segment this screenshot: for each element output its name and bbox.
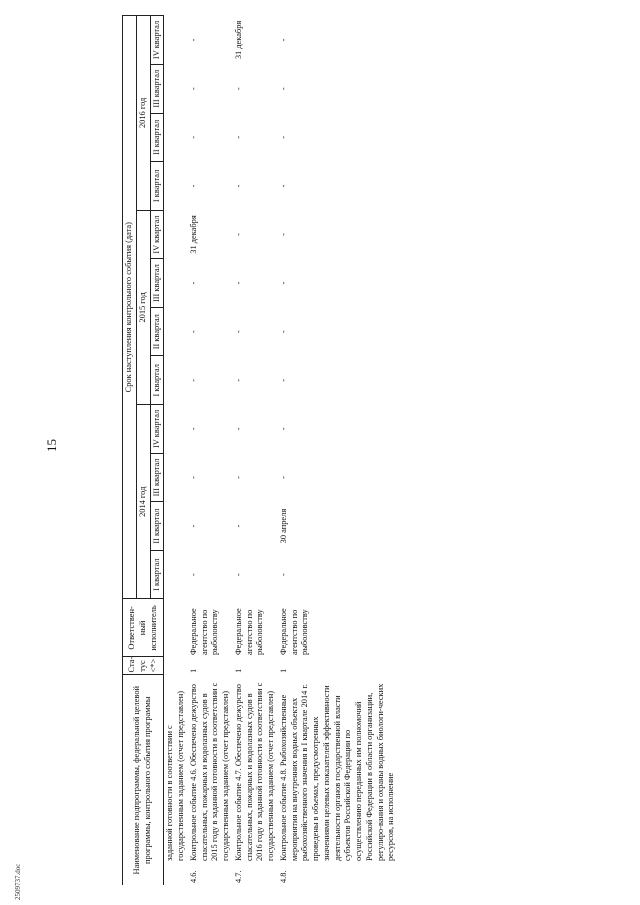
deadline-cell: - (233, 135, 243, 139)
event-description-cell (233, 675, 278, 885)
header-quarter: I квартал (150, 550, 164, 599)
event-description: Контрольное событие 4.6. Обеспечено дежурство спасательных, пожарных и водолазных судов в 2015 году в заданной готовности в соответствии с государственным заданием (отчет представлен) (188, 682, 230, 861)
table-header (123, 16, 164, 886)
table-body (164, 16, 398, 886)
deadline-cell: - (188, 330, 198, 334)
deadline-cell: - (233, 281, 243, 285)
deadline-cell: - (188, 427, 198, 431)
deadline-cells-empty (164, 16, 188, 599)
header-executor: Ответствен-ный исполнитель (123, 599, 164, 657)
header-status: Ста-тус <*> (123, 657, 164, 675)
table-row (188, 16, 233, 886)
event-executor (164, 599, 188, 657)
deadline-cell: - (278, 184, 288, 188)
deadline-cell: 31 декабря (188, 215, 198, 254)
event-description-cell (188, 675, 233, 885)
event-number: 4.8. (278, 870, 288, 883)
deadline-cell: - (188, 378, 198, 382)
event-number: 4.6. (188, 870, 198, 883)
event-description: заданной готовности в соответствии с государственным заданием (отчет представлен) (165, 690, 185, 861)
header-quarter: II квартал (150, 502, 164, 551)
deadline-cell: - (188, 184, 198, 188)
header-quarter: IV квартал (150, 210, 164, 259)
event-status: 1 (233, 668, 243, 673)
deadline-cell: 30 апреля (278, 508, 288, 544)
deadline-cell: - (278, 378, 288, 382)
event-description: Контрольное событие 4.8. Рыбохозяйственные мероприятия на внутренних водных объектах рыбохозяйственного значения в I квартале 2014 г. проведены в объемах, предусмотренных значениями целевых показателей эффективности деятельности органов государственной власти субъектов Российской Федерации по осуществлению переданных им полномочий Российской Федерации в области организации, регулиро-вания и охраны водных биологи-ческих ресурсов, на исполнение (278, 683, 396, 861)
event-status: 1 (188, 668, 198, 673)
deadline-cell: - (278, 330, 288, 334)
event-executor: Федеральное агентство по рыболовству (278, 608, 310, 655)
event-description-cell (164, 675, 188, 885)
deadline-cell: - (233, 184, 243, 188)
deadline-cell: - (278, 427, 288, 431)
event-executor: Федеральное агентство по рыболовству (233, 608, 265, 655)
deadline-cell: - (188, 87, 198, 91)
deadline-cell: - (233, 427, 243, 431)
deadline-cell: - (233, 573, 243, 577)
header-quarter: II квартал (150, 307, 164, 356)
deadline-cell: - (278, 38, 288, 42)
header-quarter: I квартал (150, 356, 164, 405)
header-year-2015: 2015 год (136, 210, 150, 404)
header-quarter: I квартал (150, 162, 164, 211)
deadline-cell: - (278, 135, 288, 139)
table-row (278, 16, 398, 886)
deadline-cell: - (278, 233, 288, 236)
deadline-cell: - (188, 135, 198, 139)
header-quarter: III квартал (150, 64, 164, 113)
deadline-cell: - (233, 524, 243, 528)
header-quarter: III квартал (150, 453, 164, 502)
event-status: 1 (278, 668, 288, 673)
deadline-cell: - (233, 330, 243, 334)
control-events-table (122, 15, 398, 885)
deadline-cell: - (188, 573, 198, 577)
event-description: Контрольное событие 4.7. Обеспечено дежурство спасательных, пожарных и водолазных судов в 2016 году в заданной готовности в соответствии с государственным заданием (отчет представлен) (233, 682, 275, 861)
event-number (165, 861, 187, 883)
deadline-cell: - (278, 573, 288, 577)
deadline-cell: - (233, 87, 243, 91)
header-deadline: Срок наступления контрольного события (дата) (123, 16, 137, 599)
event-executor: Федеральное агентство по рыболовству (188, 608, 220, 655)
deadline-cell: - (278, 281, 288, 285)
document-filename: 2509737.doc (14, 863, 22, 900)
deadline-cell: - (188, 476, 198, 479)
deadline-cell: - (188, 524, 198, 528)
header-quarter: III квартал (150, 259, 164, 308)
deadline-cell: - (188, 38, 198, 42)
rotated-sheet (122, 15, 627, 885)
event-number: 4.7. (233, 870, 243, 883)
deadline-cell: 31 декабря (233, 20, 243, 60)
deadline-cell: - (188, 281, 198, 285)
deadline-cell: - (278, 476, 288, 479)
deadline-cell: - (233, 378, 243, 382)
deadline-cell: - (233, 233, 243, 236)
header-quarter: II квартал (150, 113, 164, 162)
event-status (164, 657, 188, 675)
header-quarter: IV квартал (150, 405, 164, 454)
event-description-cell (278, 675, 398, 885)
header-quarter: IV квартал (150, 16, 164, 65)
page-number: 15 (44, 439, 59, 452)
header-year-2014: 2014 год (136, 405, 150, 599)
deadline-cell: - (278, 87, 288, 91)
table-row (233, 16, 278, 886)
header-year-2016: 2016 год (136, 16, 150, 211)
deadline-cell: - (233, 476, 243, 479)
table-row (164, 16, 188, 886)
header-name: Наименование подпрограммы, федеральной целевой программы, контрольного события программы (123, 675, 164, 885)
